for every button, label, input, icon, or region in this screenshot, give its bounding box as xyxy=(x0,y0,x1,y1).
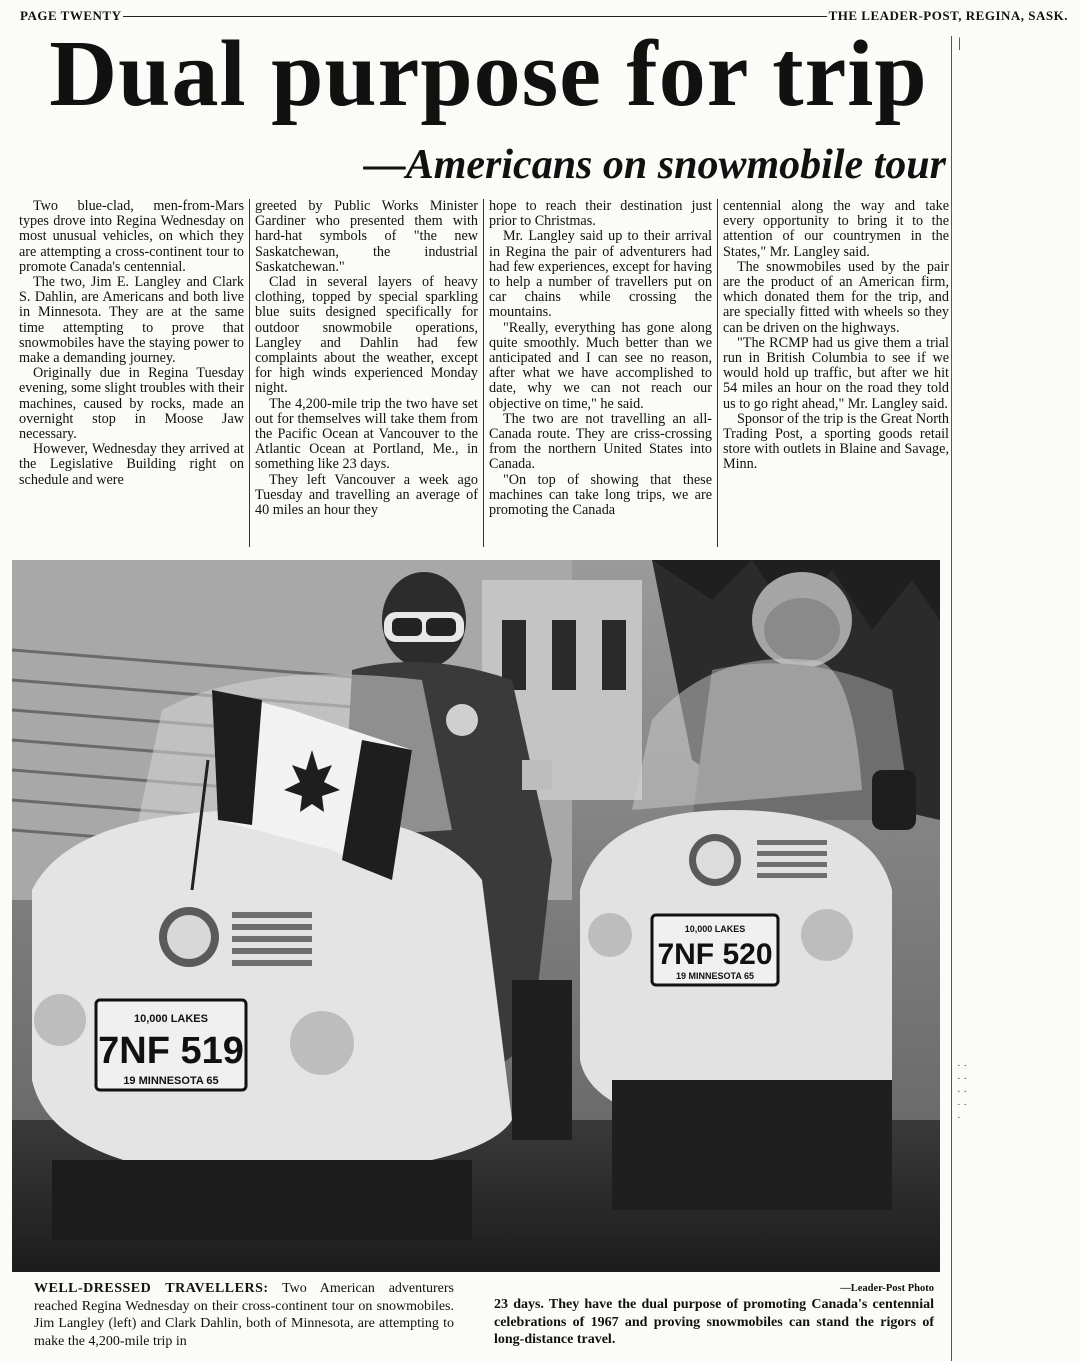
news-photo xyxy=(12,560,940,1272)
photo-credit: —Leader-Post Photo xyxy=(840,1283,934,1294)
plate-right-bottom: 19 MINNESOTA 65 xyxy=(675,971,755,981)
license-plate-right xyxy=(652,915,778,985)
paragraph: The two, Jim E. Langley and Clark S. Dahlin, are Americans and both live in Minnesota. They are at the same time attempting to prove that snowmobiles have the staying power to make a demanding journey. xyxy=(19,274,244,367)
paragraph: Two blue-clad, men-from-Mars types drove into Regina Wednesday on most unusual vehicles, on which they are attempting a cross-continent tour to promote Canada's centennial. xyxy=(19,199,244,275)
paragraph: hope to reach their destination just prior to Christmas. xyxy=(489,199,712,230)
newspaper-name: THE LEADER-POST, REGINA, SASK. xyxy=(828,8,1068,23)
plate-left-number: 7NF 519 xyxy=(98,1030,244,1072)
article-column-3 xyxy=(484,199,718,547)
paragraph: "On top of showing that these machines can take long trips, we are promoting the Canada xyxy=(489,471,712,519)
article-body xyxy=(14,199,954,547)
header-rule xyxy=(123,16,826,17)
paragraph: Originally due in Regina Tuesday evening, some slight troubles with their machines, caused by rocks, made an overnight stop in Moose Jaw necessary. xyxy=(19,365,244,443)
caption-left xyxy=(34,1280,454,1350)
plate-left-top: 10,000 LAKES xyxy=(134,1013,208,1025)
paragraph: The two are not travelling an all-Canada route. They are criss-crossing from the northern United States into Canada. xyxy=(489,410,712,473)
paragraph: They left Vancouver a week ago Tuesday and travelling an average of 40 miles an hour they xyxy=(255,471,478,519)
caption-lead: WELL-DRESSED TRAVELLERS: xyxy=(34,1281,269,1296)
plate-right-top: 10,000 LAKES xyxy=(684,924,746,934)
plate-right-number: 7NF 520 xyxy=(657,938,773,971)
margin-marks: · · · · · · · · · xyxy=(957,1060,968,1124)
article-column-2 xyxy=(250,199,484,547)
article-column-1 xyxy=(14,199,250,547)
paragraph: The snowmobiles used by the pair are the product of an American firm, which donated them for the trip, and are specially fitted with wheels so they can be driven on the highways. xyxy=(723,258,949,336)
paragraph: greeted by Public Works Minister Gardiner who presented them with hard-hat symbols of "the new Saskatchewan, the industrial Saskatchewan." xyxy=(255,199,478,275)
caption-left-text: Two American adventurers reached Regina Wednesday on their cross-continent tour on snowmobiles. Jim Langley (left) and Clark Dahlin, both of Minnesota, are attempting to make the 4,200-mile trip in xyxy=(34,1281,454,1349)
paragraph: Sponsor of the trip is the Great North Trading Post, a sporting goods retail store with outlets in Blaine and Savage, Minn. xyxy=(723,410,949,473)
photo-caption xyxy=(34,1280,934,1352)
page-number: PAGE TWENTY xyxy=(20,8,122,23)
photo-illustration xyxy=(12,560,940,1272)
paragraph: However, Wednesday they arrived at the Legislative Building right on schedule and were xyxy=(19,441,244,488)
paragraph: "Really, everything has gone along quite smoothly. Much better than we anticipated and I can see no reason, after what we have accomplished to date, why we can not reach our objective on time," he said. xyxy=(489,319,712,412)
subheadline: —Americans on snowmobile tour xyxy=(363,142,946,188)
caption-right-text: 23 days. They have the dual purpose of promoting Canada's centennial celebrations of 1967 and proving snowmobiles can stand the rigors of long-distance travel. xyxy=(494,1297,934,1347)
paragraph: Mr. Langley said up to their arrival in Regina the pair of adventurers had had few experiences, except for having to help a number of travellers put on car chains while crossing the mountains. xyxy=(489,228,712,321)
paragraph: The 4,200-mile trip the two have set out for themselves will take them from the Pacific Ocean at Vancouver to the Atlantic Ocean at Portland, Me., in something like 23 days. xyxy=(255,395,478,473)
paragraph: centennial along the way and take every opportunity to bring it to the attention of our countrymen in the States," Mr. Langley said. xyxy=(723,199,949,260)
margin-tick: | xyxy=(958,36,961,51)
paragraph: "The RCMP had us give them a trial run in British Columbia to see if we would hold up traffic, but after we hit 54 miles an hour on the road they told us to go right ahead," Mr. Langley said. xyxy=(723,334,949,412)
headline: Dual purpose for trip xyxy=(49,22,928,126)
article-column-4 xyxy=(718,199,954,547)
license-plate-left xyxy=(96,1000,246,1090)
plate-left-bottom: 19 MINNESOTA 65 xyxy=(123,1075,219,1087)
paragraph: Clad in several layers of heavy clothing, topped by special sparkling blue suits designed specifically for outdoor snowmobile operations, Langley and Dahlin had few complaints about the weather, except for high winds experienced Monday night. xyxy=(255,274,478,397)
